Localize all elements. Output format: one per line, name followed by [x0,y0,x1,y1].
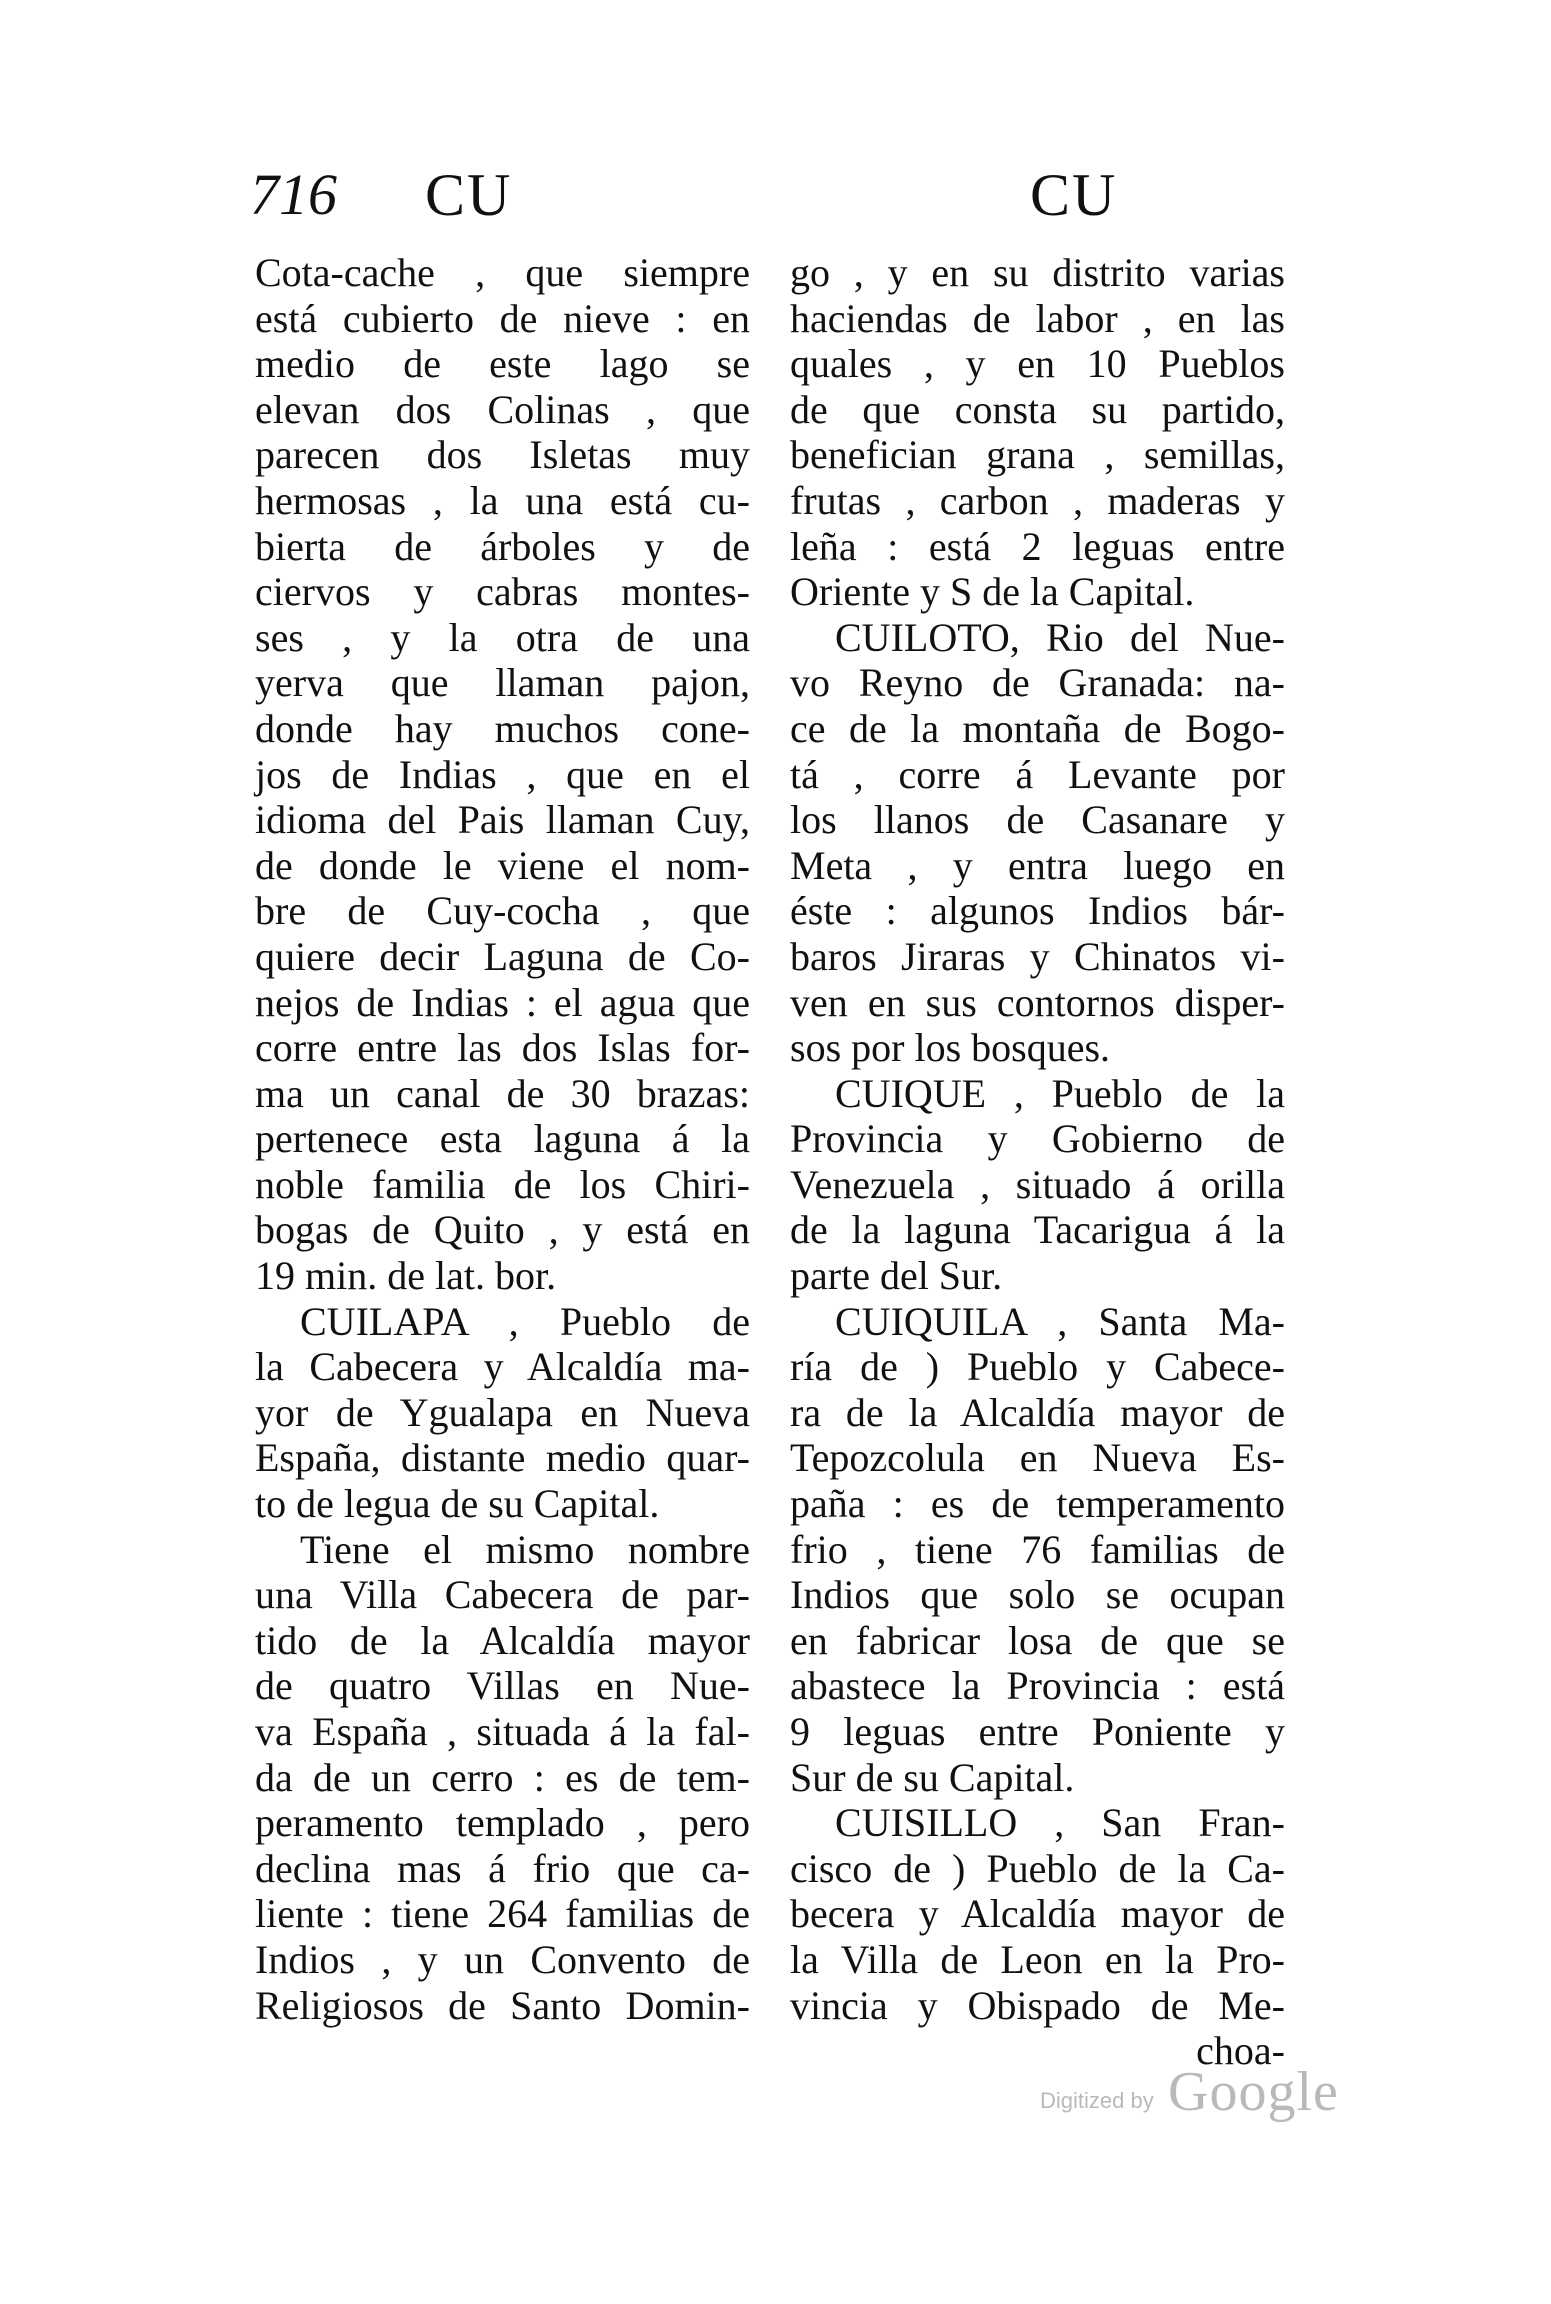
text-line: tá , corre á Levante por [790,751,1285,797]
text-line: parte del Sur. [790,1253,1003,1299]
text-line: choa- [1196,2028,1285,2074]
text-line: una Villa Cabecera de par- [255,1572,750,1618]
running-head-right: CU [1030,162,1118,228]
text-line: la Cabecera y Alcaldía ma- [255,1344,750,1390]
text-line: 19 min. de lat. bor. [255,1253,557,1299]
text-line: CUISILLO , San Fran- [835,1800,1285,1846]
text-line: de la laguna Tacarigua á la [790,1207,1285,1253]
google-logo: Google [1168,2061,1339,2123]
text-line: CUILOTO, Rio del Nue- [835,614,1285,660]
text-line: de donde le viene el nom- [255,842,750,888]
text-line: jos de Indias , que en el [255,751,750,797]
text-line: los llanos de Casanare y [790,797,1285,843]
running-head-left: CU [425,162,513,228]
text-line: idioma del Pais llaman Cuy, [255,797,750,843]
text-line: becera y Alcaldía mayor de [790,1891,1285,1937]
text-line: corre entre las dos Islas for- [255,1025,750,1071]
text-line: ses , y la otra de una [255,614,750,660]
digitized-watermark [1040,2060,1360,2130]
text-line: Cota-cache , que siempre [255,250,750,295]
text-line: Sur de su Capital. [790,1754,1075,1800]
text-line: liente : tiene 264 familias de [255,1891,750,1937]
text-line: ce de la montaña de Bogo- [790,705,1285,751]
page-number: 716 [250,162,337,227]
text-line: CUIQUILA , Santa Ma- [835,1298,1285,1344]
text-line: ra de la Alcaldía mayor de [790,1389,1285,1435]
text-line: bre de Cuy-cocha , que [255,888,750,934]
text-line: paña : es de temperamento [790,1481,1285,1527]
text-line: Indios , y un Convento de [255,1936,750,1982]
text-line: Indios que solo se ocupan [790,1572,1285,1618]
text-line: benefician grana , semillas, [790,432,1285,478]
text-line: quiere decir Laguna de Co- [255,933,750,979]
watermark-prefix: Digitized by [1040,2088,1154,2113]
text-line: noble familia de los Chiri- [255,1161,750,1207]
text-line: Oriente y S de la Capital. [790,569,1195,615]
text-line: está cubierto de nieve : en [255,295,750,341]
text-line: to de legua de su Capital. [255,1481,660,1527]
page-header [250,150,1300,240]
text-line: pertenece esta laguna á la [255,1116,750,1162]
text-line: go , y en su distrito varias [790,250,1285,295]
text-line: nejos de Indias : el agua que [255,979,750,1025]
text-line: 9 leguas entre Poniente y [790,1709,1285,1754]
text-line: ven en sus contornos disper- [790,979,1285,1025]
text-line: Meta , y entra luego en [790,842,1285,888]
text-line: va España , situada á la fal- [255,1709,750,1754]
text-line: Venezuela , situado á orilla [790,1161,1285,1207]
text-line: yerva que llaman pajon, [255,660,750,706]
text-line: en fabricar losa de que se [790,1617,1285,1663]
text-line: abastece la Provincia : está [790,1663,1285,1709]
text-line: Provincia y Gobierno de [790,1116,1285,1162]
text-line: hermosas , la una está cu- [255,477,750,523]
text-line: CUILAPA , Pueblo de [300,1298,750,1344]
text-line: vincia y Obispado de Me- [790,1982,1285,2028]
right-text-column [790,250,1285,2074]
text-line: de quatro Villas en Nue- [255,1663,750,1709]
text-line: bogas de Quito , y está en [255,1207,750,1253]
text-line: frutas , carbon , maderas y [790,477,1285,523]
text-line: la Villa de Leon en la Pro- [790,1936,1285,1982]
text-line: sos por los bosques. [790,1025,1111,1071]
text-line: frio , tiene 76 familias de [790,1526,1285,1572]
text-line: CUIQUE , Pueblo de la [835,1070,1285,1116]
text-line: ma un canal de 30 brazas: [255,1070,750,1116]
text-line: leña : está 2 leguas entre [790,523,1285,569]
text-line: parecen dos Isletas muy [255,432,750,478]
text-line: medio de este lago se [255,341,750,387]
text-line: de que consta su partido, [790,386,1285,432]
text-line: Tiene el mismo nombre [300,1526,750,1572]
text-line: haciendas de labor , en las [790,295,1285,341]
text-line: bierta de árboles y de [255,523,750,569]
left-text-column [255,250,750,2028]
text-line: elevan dos Colinas , que [255,386,750,432]
text-line: yor de Ygualapa en Nueva [255,1389,750,1435]
text-line: ciervos y cabras montes- [255,569,750,615]
text-line: Tepozcolula en Nueva Es- [790,1435,1285,1481]
text-line: España, distante medio quar- [255,1435,750,1481]
text-line: donde hay muchos cone- [255,705,750,751]
text-line: vo Reyno de Granada: na- [790,660,1285,706]
text-line: éste : algunos Indios bár- [790,888,1285,934]
text-line: cisco de ) Pueblo de la Ca- [790,1845,1285,1891]
text-line: quales , y en 10 Pueblos [790,341,1285,387]
text-line: declina mas á frio que ca- [255,1845,750,1891]
text-line: da de un cerro : es de tem- [255,1754,750,1800]
text-line: peramento templado , pero [255,1800,750,1846]
text-line: ría de ) Pueblo y Cabece- [790,1344,1285,1390]
text-line: tido de la Alcaldía mayor [255,1617,750,1663]
text-line: baros Jiraras y Chinatos vi- [790,933,1285,979]
text-line: Religiosos de Santo Domin- [255,1982,750,2028]
